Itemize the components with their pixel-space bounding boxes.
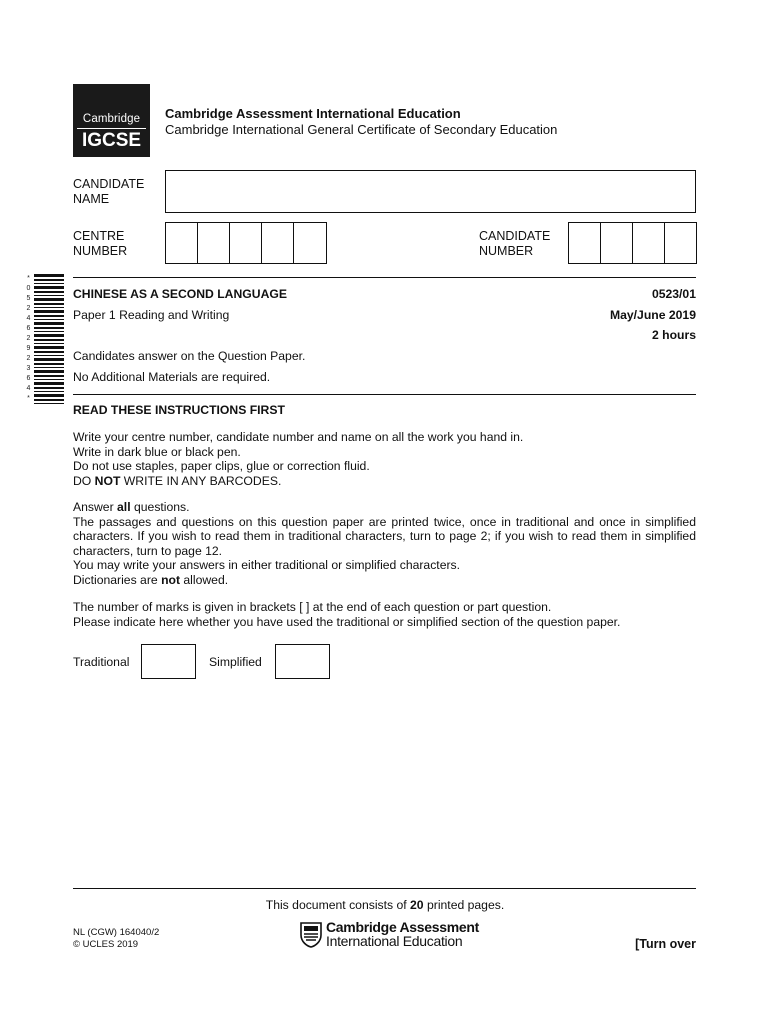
barcode-stripe <box>34 279 64 281</box>
barcode-stripe <box>34 310 64 313</box>
centre-number-field[interactable] <box>165 222 327 264</box>
instruction-line: The number of marks is given in brackets [ ] at the end of each question or part question. <box>73 600 552 614</box>
barcode-stripe <box>34 399 64 401</box>
syllabus-code: 0523/01 <box>651 287 696 301</box>
barcode-digit: 2 <box>26 305 31 312</box>
qualification-title: Cambridge International General Certificate of Secondary Education <box>165 122 558 137</box>
brand-line-2: International Education <box>326 933 463 949</box>
instruction-emphasis: not <box>161 572 181 587</box>
candidate-number-label-line2: NUMBER <box>479 244 534 258</box>
barcode-stripe <box>34 274 64 277</box>
instruction-text: Answer <box>73 500 118 514</box>
instruction-line: Write in dark blue or black pen. <box>73 444 241 459</box>
barcode-digit: 6 <box>26 325 31 332</box>
barcode-stripe <box>34 286 64 289</box>
barcode-stripe <box>34 315 64 317</box>
centre-number-label-line1: CENTRE <box>73 229 125 243</box>
candidate-number-label <box>479 229 550 259</box>
barcode-digit: 3 <box>26 365 31 372</box>
barcode-digits <box>24 274 33 404</box>
barcode-digit: * <box>27 275 30 282</box>
page-count-text: This document consists of <box>265 898 411 912</box>
candidate-number-digit-box[interactable] <box>633 223 665 263</box>
reference-code: NL (CGW) 164040/2 <box>73 927 160 938</box>
instruction-text: Dictionaries are <box>73 572 162 587</box>
barcode-digit: 2 <box>26 355 31 362</box>
barcode-digit: 2 <box>26 335 31 342</box>
paper-title: Paper 1 Reading and Writing <box>73 308 230 322</box>
brand-line-1: Cambridge Assessment <box>326 919 479 935</box>
centre-number-label-line2: NUMBER <box>73 244 128 258</box>
instruction-emphasis: all <box>117 500 131 514</box>
candidate-name-label <box>73 177 144 207</box>
document-reference <box>73 927 159 951</box>
marks-instructions <box>73 600 696 629</box>
exam-duration: 2 hours <box>651 328 696 342</box>
instructions-heading: READ THESE INSTRUCTIONS FIRST <box>73 403 285 417</box>
candidate-name-field[interactable] <box>165 170 696 213</box>
traditional-label: Traditional <box>73 655 130 669</box>
barcode-stripe <box>34 322 64 325</box>
candidate-number-digit-box[interactable] <box>601 223 633 263</box>
barcode-stripe <box>34 403 64 404</box>
instruction-line <box>73 500 696 515</box>
barcode-stripe <box>34 346 64 349</box>
barcode-digit: 4 <box>26 385 31 392</box>
candidate-number-label-line1: CANDIDATE <box>479 229 551 243</box>
divider-top <box>73 277 696 278</box>
turn-over-note: [Turn over <box>635 937 696 951</box>
instruction-text: questions. <box>130 500 190 514</box>
barcode-stripe <box>34 298 64 301</box>
instruction-line: Do not use staples, paper clips, glue or correction fluid. <box>73 459 370 474</box>
organisation-title: Cambridge Assessment International Education <box>165 106 461 121</box>
candidate-number-digit-box[interactable] <box>665 223 696 263</box>
copyright-notice: © UCLES 2019 <box>73 939 139 950</box>
instruction-line <box>73 573 696 588</box>
centre-number-digit-box[interactable] <box>230 223 262 263</box>
traditional-checkbox[interactable] <box>141 644 196 679</box>
barcode-stripe <box>34 291 64 293</box>
simplified-checkbox[interactable] <box>275 644 330 679</box>
barcode-stripe <box>34 367 64 368</box>
barcode-stripe <box>34 295 64 296</box>
barcode-digit: 4 <box>26 315 31 322</box>
candidate-name-label-line1: CANDIDATE <box>73 177 145 191</box>
answer-instructions <box>73 500 696 588</box>
barcode-stripe <box>34 351 64 353</box>
general-instructions <box>73 430 696 488</box>
barcode-stripe <box>34 370 64 373</box>
instruction-line <box>73 474 696 489</box>
cambridge-assessment-brand <box>326 920 479 948</box>
exam-session: May/June 2019 <box>609 308 696 322</box>
barcode-digit: 5 <box>26 295 31 302</box>
divider-footer <box>73 888 696 889</box>
barcode <box>34 274 64 406</box>
barcode-stripe <box>34 331 64 332</box>
centre-number-label <box>73 229 127 259</box>
barcode-stripe <box>34 394 64 397</box>
barcode-stripe <box>34 334 64 337</box>
candidate-name-label-line2: NAME <box>73 192 110 206</box>
instruction-text: WRITE IN ANY BARCODES. <box>120 473 282 488</box>
instruction-emphasis: NOT <box>94 473 121 488</box>
barcode-stripe <box>34 303 64 305</box>
barcode-stripe <box>34 391 64 392</box>
page-count-number: 20 <box>410 898 424 912</box>
barcode-stripe <box>34 387 64 389</box>
centre-number-digit-box[interactable] <box>294 223 326 263</box>
materials-note: No Additional Materials are required. <box>73 370 271 384</box>
logo-line-2: IGCSE <box>81 130 142 151</box>
barcode-stripe <box>34 363 64 365</box>
barcode-digit: 9 <box>26 345 31 352</box>
candidate-number-field[interactable] <box>568 222 697 264</box>
barcode-stripe <box>34 327 64 329</box>
barcode-stripe <box>34 283 64 284</box>
page-count-text: printed pages. <box>423 898 505 912</box>
simplified-label: Simplified <box>209 655 262 669</box>
cambridge-igcse-logo <box>73 84 150 157</box>
barcode-stripe <box>34 375 64 377</box>
centre-number-digit-box[interactable] <box>166 223 198 263</box>
instruction-line: Write your centre number, candidate number and name on all the work you hand in. <box>73 430 524 444</box>
instruction-line: You may write your answers in either traditional or simplified characters. <box>73 558 461 573</box>
answer-location-note: Candidates answer on the Question Paper. <box>73 349 306 363</box>
centre-number-digit-box[interactable] <box>262 223 294 263</box>
instruction-line: Please indicate here whether you have used the traditional or simplified section of the question paper. <box>73 614 621 629</box>
barcode-stripe <box>34 307 64 308</box>
barcode-stripe <box>34 339 64 341</box>
barcode-stripe <box>34 358 64 361</box>
barcode-digit: * <box>27 395 30 402</box>
barcode-stripe <box>34 379 64 380</box>
barcode-stripe <box>34 319 64 320</box>
barcode-stripe <box>34 343 64 344</box>
cambridge-shield-icon <box>300 922 322 948</box>
barcode-digit: 6 <box>26 375 31 382</box>
divider-middle <box>73 394 696 395</box>
logo-line-1: Cambridge <box>82 113 141 125</box>
candidate-number-digit-box[interactable] <box>569 223 601 263</box>
instruction-paragraph: The passages and questions on this question paper are printed twice, once in traditional and once in simplified characters. If you wish to read them in traditional characters, turn to page 2; if you wish to read them in simplified characters, turn to page 12. <box>73 514 696 558</box>
logo-divider <box>77 128 146 129</box>
barcode-stripe <box>34 355 64 356</box>
instruction-text: DO <box>73 473 95 488</box>
centre-number-digit-box[interactable] <box>198 223 230 263</box>
page-count-note <box>0 898 770 913</box>
barcode-digit: 0 <box>26 285 31 292</box>
subject-title: CHINESE AS A SECOND LANGUAGE <box>73 287 287 301</box>
instruction-text: allowed. <box>180 572 229 587</box>
barcode-stripe <box>34 382 64 385</box>
